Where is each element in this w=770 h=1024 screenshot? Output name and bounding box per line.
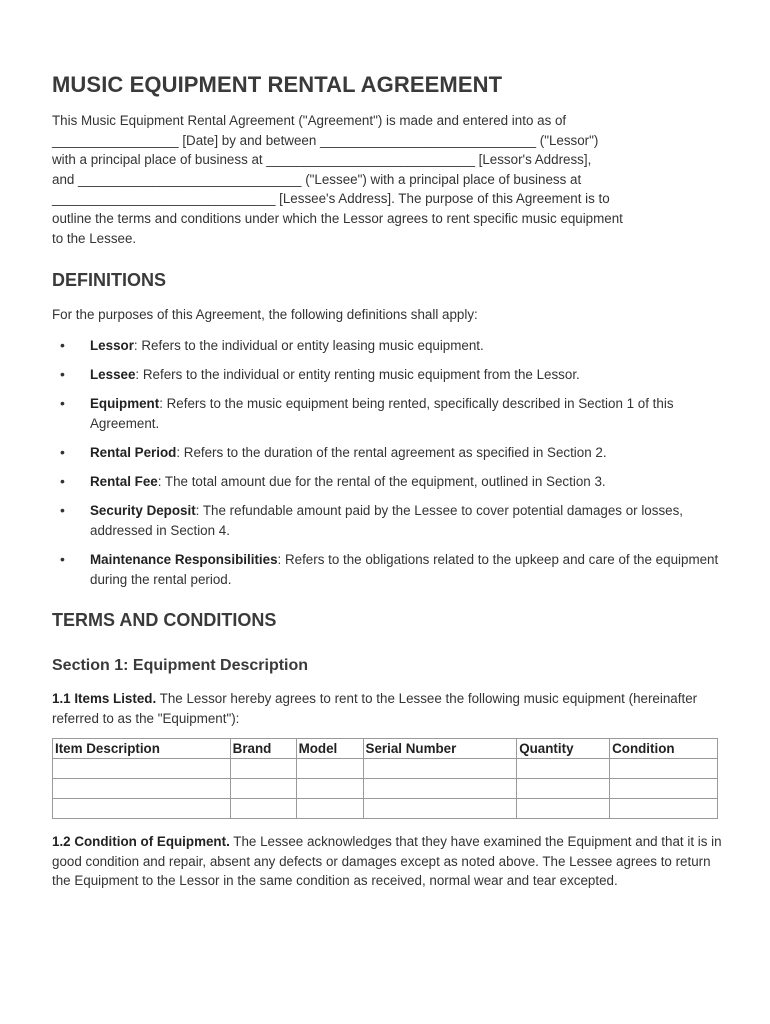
table-cell[interactable] [53, 759, 231, 779]
table-cell[interactable] [363, 799, 517, 819]
column-header: Brand [230, 739, 296, 759]
items-listed-paragraph [52, 689, 724, 728]
clause-label: 1.1 Items Listed. [52, 691, 157, 706]
bullet-icon: • [60, 395, 65, 411]
table-cell[interactable] [296, 799, 363, 819]
definition-text: : Refers to the duration of the rental agreement as specified in Section 2. [176, 445, 607, 460]
column-header: Model [296, 739, 363, 759]
definition-term: Rental Period [90, 445, 177, 460]
table-row [53, 779, 718, 799]
definition-term: Maintenance Responsibilities [90, 552, 278, 567]
table-cell[interactable] [610, 759, 718, 779]
list-item [52, 550, 724, 599]
list-item [52, 394, 724, 443]
column-header: Serial Number [363, 739, 517, 759]
section1-heading: Section 1: Equipment Description [52, 657, 309, 674]
table-cell[interactable] [53, 779, 231, 799]
definitions-list [52, 336, 724, 599]
bullet-icon: • [60, 502, 65, 518]
list-item [52, 501, 724, 550]
table-cell[interactable] [517, 799, 610, 819]
condition-paragraph [52, 832, 724, 891]
definition-text: : Refers to the obligations related to the upkeep and care of the equipment during the rental period. [90, 552, 719, 587]
table-cell[interactable] [610, 779, 718, 799]
definitions-heading: DEFINITIONS [52, 270, 167, 290]
definition-term: Equipment [90, 396, 160, 411]
equipment-table [52, 738, 718, 819]
table-header-row [53, 739, 718, 759]
table-cell[interactable] [230, 779, 296, 799]
table-cell[interactable] [230, 759, 296, 779]
bullet-icon: • [60, 366, 65, 382]
table-cell[interactable] [296, 779, 363, 799]
clause-text: The Lessee acknowledges that they have examined the Equipment and that it is in good condition and repair, absent any defects or damages except as noted above. The Lessee agrees to return the Equipment to the Lessor in the same condition as received, normal wear and tear excepted. [52, 834, 722, 889]
definition-text: : The total amount due for the rental of the equipment, outlined in Section 3. [157, 474, 606, 489]
definition-term: Lessor [90, 338, 134, 353]
table-row [53, 799, 718, 819]
intro-paragraph [52, 111, 724, 248]
terms-heading: TERMS AND CONDITIONS [52, 610, 277, 630]
clause-label: 1.2 Condition of Equipment. [52, 834, 230, 849]
intro-line: ______________________________ [Lessee's Address]. The purpose of this Agreement is to [52, 191, 610, 207]
bullet-icon: • [60, 473, 65, 489]
intro-line: to the Lessee. [52, 230, 137, 246]
table-cell[interactable] [53, 799, 231, 819]
bullet-icon: • [60, 337, 65, 353]
definition-text: : Refers to the individual or entity renting music equipment from the Lessor. [135, 367, 580, 382]
definition-text: : Refers to the individual or entity leasing music equipment. [133, 338, 484, 353]
intro-line: with a principal place of business at ____________________________ [Lessor's Address], [52, 152, 592, 168]
table-cell[interactable] [230, 799, 296, 819]
bullet-icon: • [60, 551, 65, 567]
table-cell[interactable] [363, 759, 517, 779]
document-title: MUSIC EQUIPMENT RENTAL AGREEMENT [52, 72, 503, 97]
list-item [52, 336, 724, 365]
definition-term: Rental Fee [90, 474, 158, 489]
column-header: Item Description [53, 739, 231, 759]
list-item [52, 365, 724, 394]
definitions-intro: For the purposes of this Agreement, the following definitions shall apply: [52, 307, 478, 322]
table-row [53, 759, 718, 779]
column-header: Quantity [517, 739, 610, 759]
table-cell[interactable] [610, 799, 718, 819]
intro-line: outline the terms and conditions under which the Lessor agrees to rent specific music equipment [52, 210, 623, 226]
table-cell[interactable] [517, 759, 610, 779]
column-header: Condition [610, 739, 718, 759]
list-item [52, 472, 724, 501]
list-item [52, 443, 724, 472]
table-cell[interactable] [517, 779, 610, 799]
clause-text: The Lessor hereby agrees to rent to the Lessee the following music equipment (hereinafter referred to as the "Equipment"): [52, 691, 698, 726]
intro-line: _________________ [Date] by and between _____________________________ ("Lessor") [52, 132, 599, 148]
definition-text: : Refers to the music equipment being rented, specifically described in Section 1 of this Agreement. [90, 396, 674, 431]
definition-term: Lessee [90, 367, 136, 382]
intro-line: and ______________________________ ("Lessee") with a principal place of business at [52, 171, 582, 187]
table-cell[interactable] [363, 779, 517, 799]
definition-text: : The refundable amount paid by the Lessee to cover potential damages or losses, addressed in Section 4. [90, 503, 683, 538]
definition-term: Security Deposit [90, 503, 196, 518]
table-cell[interactable] [296, 759, 363, 779]
bullet-icon: • [60, 444, 65, 460]
intro-line: This Music Equipment Rental Agreement ("Agreement") is made and entered into as of [52, 113, 567, 128]
